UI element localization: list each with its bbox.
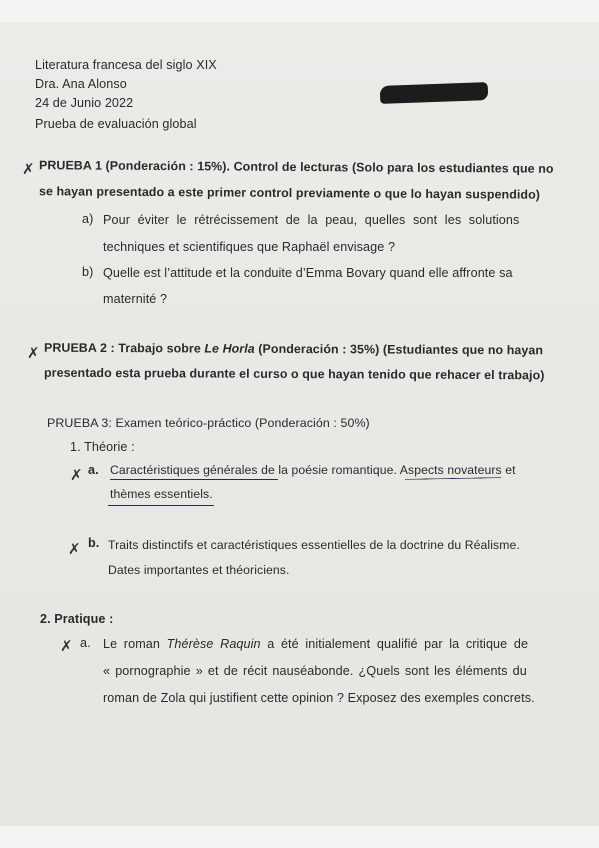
- exam-title: Prueba de evaluación global: [35, 117, 197, 131]
- prueba1-question-b-marker: b): [82, 265, 94, 279]
- check-mark-pratique-a: ✗: [60, 637, 73, 655]
- prueba1-title-line2: se hayan presentado a este primer control previamente o que lo hayan suspendido): [38, 184, 541, 202]
- theorie-a-line2: thèmes essentiels.: [110, 487, 213, 501]
- pratique-a-intro: Le roman: [103, 637, 161, 651]
- prueba1-question-a-line2: techniques et scientifiques que Raphaël envisage ?: [103, 240, 396, 254]
- pratique-a-marker: a.: [80, 636, 91, 650]
- theorie-a-novel-aspects: Aspects novateurs: [399, 463, 502, 477]
- check-mark-theorie-a: ✗: [70, 466, 83, 484]
- pratique-a-line1: [103, 637, 528, 651]
- prueba1-question-a-marker: a): [82, 212, 94, 226]
- professor-name: Dra. Ana Alonso: [35, 77, 127, 91]
- pratique-a-novel-title: Thérèse Raquin: [166, 637, 261, 651]
- prueba2-title-part1: PRUEBA 2 : Trabajo sobre: [43, 340, 201, 356]
- prueba2-title: [44, 341, 543, 359]
- theorie-b-marker: b.: [88, 536, 100, 550]
- prueba3-title: PRUEBA 3: Examen teórico-práctico (Ponderación : 50%): [47, 416, 370, 430]
- pratique-a-qualified: a été initialement qualifié par la critique de: [267, 637, 529, 651]
- theorie-a-general-characteristics: Caractéristiques générales: [110, 463, 258, 477]
- redacted-name-block: [380, 82, 489, 104]
- theorie-b-line2: Dates importantes et théoriciens.: [108, 563, 290, 577]
- underline-novel-aspects: [405, 477, 501, 480]
- theorie-a-line1: [110, 463, 516, 477]
- prueba1-question-a-line1: Pour éviter le rétrécissement de la peau, quelles sont les solutions: [103, 213, 520, 227]
- prueba2-title-line2: presentado esta prueba durante el curso o que hayan tenido que rehacer el trabajo): [43, 365, 545, 383]
- theorie-label: 1. Théorie :: [70, 440, 135, 454]
- check-mark-prueba2: ✗: [27, 344, 40, 362]
- theorie-a-romantic-poetry: de la poésie romantique.: [261, 463, 397, 477]
- pratique-label: 2. Pratique :: [40, 612, 114, 626]
- theorie-b-line1: Traits distinctifs et caractéristiques essentielles de la doctrine du Réalisme.: [108, 538, 520, 552]
- exam-date: 24 de Junio 2022: [35, 96, 134, 110]
- prueba1-title: PRUEBA 1 (Ponderación : 15%). Control de lecturas (Solo para los estudiantes que no: [38, 158, 554, 176]
- theorie-a-and: et: [505, 463, 516, 477]
- theorie-a-marker: a.: [88, 463, 99, 477]
- prueba1-question-b-line1: Quelle est l’attitude et la conduite d’Emma Bovary quand elle affronte sa: [103, 266, 513, 280]
- pratique-a-line3: roman de Zola qui justifient cette opinion ? Exposez des exemples concrets.: [103, 691, 535, 705]
- prueba2-title-work: Le Horla: [204, 341, 255, 356]
- prueba1-question-b-line2: maternité ?: [103, 292, 168, 306]
- pratique-a-line2: « pornographie » et de récit nauséabonde. ¿Quels sont les éléments du: [103, 664, 527, 678]
- underline-essential-themes: [108, 505, 214, 506]
- check-mark-prueba1: ✗: [22, 160, 35, 178]
- exam-sheet: [0, 22, 599, 826]
- prueba2-title-part2: (Ponderación : 35%) (Estudiantes que no hayan: [258, 341, 544, 358]
- check-mark-theorie-b: ✗: [68, 540, 81, 558]
- underline-general-characteristics: [110, 479, 278, 480]
- course-title: Literatura francesa del siglo XIX: [35, 58, 217, 72]
